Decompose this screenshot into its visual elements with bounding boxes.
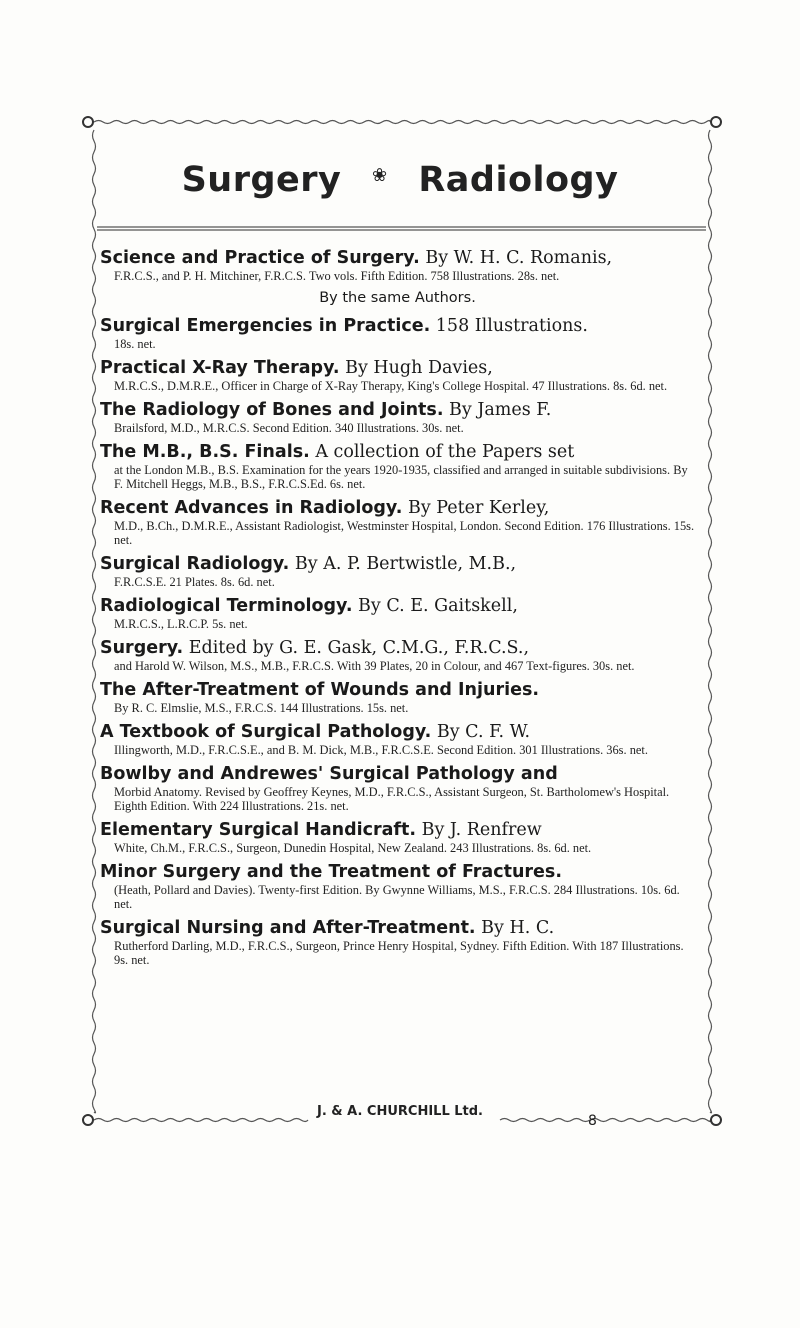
book-entry <box>100 442 695 491</box>
book-title: A Textbook of Surgical Pathology. <box>100 722 432 742</box>
book-title: Bowlby and Andrewes' Surgical Pathology and <box>100 764 558 784</box>
book-entry <box>100 722 695 757</box>
publisher-footer <box>0 1104 800 1119</box>
book-detail: at the London M.B., B.S. Examination for the years 1920-1935, classified and arranged in suitable subdivisions. By F. Mitchell Heggs, M.B., B.S., F.R.C.S.Ed. 6s. net. <box>114 463 688 491</box>
book-author: 158 Illustrations. <box>430 316 588 336</box>
header <box>0 160 800 200</box>
book-title: Surgical Nursing and After-Treatment. <box>100 918 476 938</box>
book-detail: Illingworth, M.D., F.R.C.S.E., and B. M. Dick, M.B., F.R.C.S.E. Second Edition. 301 Illustrations. 36s. net. <box>114 743 648 757</box>
ornament-icon: ❀ <box>372 164 388 186</box>
book-title: Surgical Radiology. <box>100 554 290 574</box>
title-surgery: Surgery <box>181 160 342 200</box>
book-title: Elementary Surgical Handicraft. <box>100 820 417 840</box>
book-title: The After-Treatment of Wounds and Injuries. <box>100 680 540 700</box>
book-title: Surgery. <box>100 638 184 658</box>
book-detail: M.R.C.S., L.R.C.P. 5s. net. <box>114 617 248 631</box>
book-title: Minor Surgery and the Treatment of Fractures. <box>100 862 562 882</box>
book-author: By J. Renfrew <box>416 820 542 840</box>
book-author: Edited by G. E. Gask, C.M.G., F.R.C.S., <box>183 638 530 658</box>
book-title: Recent Advances in Radiology. <box>100 498 403 518</box>
same-authors-note: By the same Authors. <box>319 290 476 306</box>
book-entry <box>100 358 695 393</box>
book-author: By C. F. W. <box>431 722 531 742</box>
book-detail: (Heath, Pollard and Davies). Twenty-first Edition. By Gwynne Williams, M.S., F.R.C.S. 284 Illustrations. 10s. 6d. net. <box>114 883 680 911</box>
book-detail: 18s. net. <box>114 337 156 351</box>
book-title: The M.B., B.S. Finals. <box>100 442 310 462</box>
book-detail: By R. C. Elmslie, M.S., F.R.C.S. 144 Illustrations. 15s. net. <box>114 701 409 715</box>
book-detail: White, Ch.M., F.R.C.S., Surgeon, Dunedin Hospital, New Zealand. 243 Illustrations. 8s. 6d. net. <box>114 841 592 855</box>
book-author: By Peter Kerley, <box>402 498 550 518</box>
book-entry <box>100 638 695 673</box>
book-title: Surgical Emergencies in Practice. <box>100 316 431 336</box>
publisher-name: J. & A. CHURCHILL Ltd. <box>311 1104 489 1119</box>
book-author: By W. H. C. Romanis, <box>419 248 613 268</box>
book-title: The Radiology of Bones and Joints. <box>100 400 444 420</box>
book-author: By H. C. <box>475 918 555 938</box>
book-detail: F.R.C.S.E. 21 Plates. 8s. 6d. net. <box>114 575 275 589</box>
book-author: A collection of the Papers set <box>309 442 575 462</box>
book-entry <box>100 554 695 589</box>
book-entry <box>100 248 695 283</box>
book-entry <box>100 764 695 813</box>
book-detail: M.D., B.Ch., D.M.R.E., Assistant Radiologist, Westminster Hospital, London. Second Edition. 176 Illustrations. 15s. net. <box>114 519 695 547</box>
book-entry <box>100 820 695 855</box>
book-title: Science and Practice of Surgery. <box>100 248 420 268</box>
book-author: By C. E. Gaitskell, <box>352 596 518 616</box>
page-title <box>0 160 800 200</box>
book-author: By Hugh Davies, <box>339 358 493 378</box>
book-detail: Rutherford Darling, M.D., F.R.C.S., Surgeon, Prince Henry Hospital, Sydney. Fifth Edition. With 187 Illustrations. 9s. net. <box>114 939 684 967</box>
book-detail: Brailsford, M.D., M.R.C.S. Second Edition. 340 Illustrations. 30s. net. <box>114 421 464 435</box>
book-author: By James F. <box>443 400 552 420</box>
book-title: Radiological Terminology. <box>100 596 353 616</box>
book-entry <box>100 400 695 435</box>
book-list <box>100 248 695 974</box>
book-author: By A. P. Bertwistle, M.B., <box>289 554 517 574</box>
book-detail: and Harold W. Wilson, M.S., M.B., F.R.C.S. With 39 Plates, 20 in Colour, and 467 Text-figures. 30s. net. <box>114 659 635 673</box>
book-detail: Morbid Anatomy. Revised by Geoffrey Keynes, M.D., F.R.C.S., Assistant Surgeon, St. Bartholomew's Hospital. Eighth Edition. With 224 Illustrations. 21s. net. <box>114 785 670 813</box>
book-entry <box>100 316 695 351</box>
book-title: Practical X-Ray Therapy. <box>100 358 340 378</box>
book-entry <box>100 596 695 631</box>
book-detail: M.R.C.S., D.M.R.E., Officer in Charge of X-Ray Therapy, King's College Hospital. 47 Illustrations. 8s. 6d. net. <box>114 379 668 393</box>
book-entry <box>100 862 695 911</box>
book-detail: F.R.C.S., and P. H. Mitchiner, F.R.C.S. Two vols. Fifth Edition. 758 Illustrations. 28s. net. <box>114 269 560 283</box>
title-radiology: Radiology <box>418 160 619 200</box>
book-entry <box>100 680 695 715</box>
book-entry <box>100 498 695 547</box>
book-entry <box>100 918 695 967</box>
page-number: 8 <box>588 1113 597 1129</box>
